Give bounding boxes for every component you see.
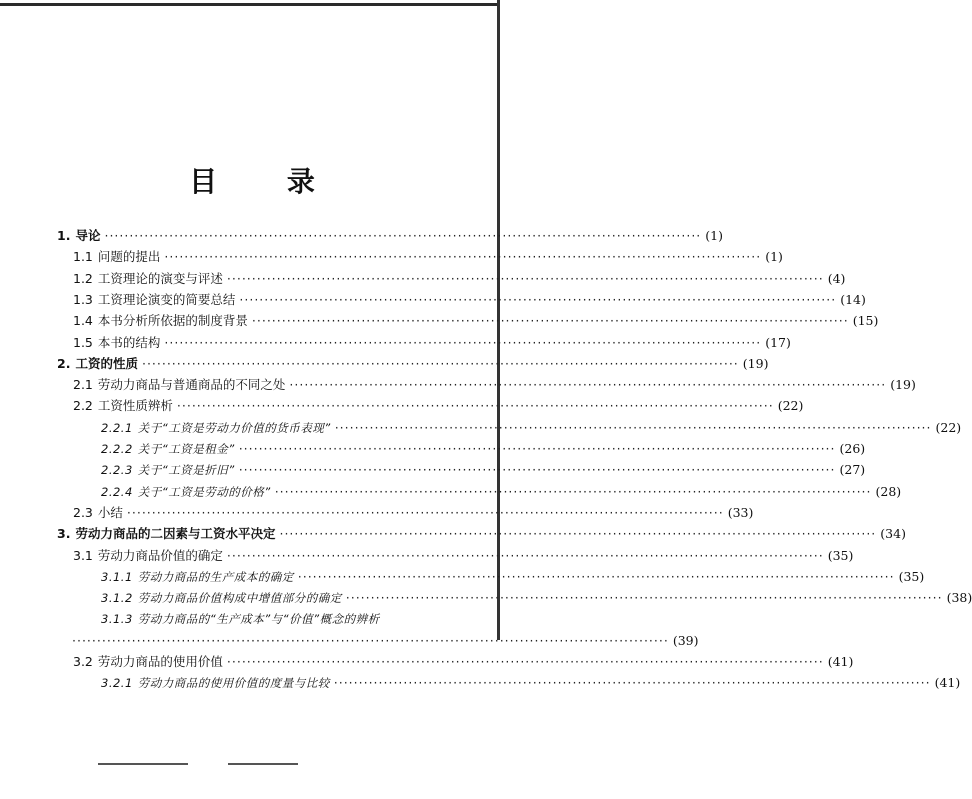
toc-entry-title — [57, 523, 275, 545]
toc-entry-text: 关于“工资是劳动力价值的货币表现” — [137, 420, 331, 435]
toc-entry-text: 劳动力商品的使用价值 — [97, 654, 223, 669]
toc-entry-number: 2.2.2 — [101, 442, 133, 456]
toc-leader-dots: ························································································································ — [333, 675, 931, 691]
toc-entry — [73, 268, 846, 290]
toc-leader-dots: ························································································································ — [238, 441, 836, 456]
toc-entry-page: (19) — [890, 377, 916, 393]
toc-entry-title — [73, 246, 160, 268]
toc-entry-page: (34) — [880, 526, 906, 542]
toc-entry-number: 2.3 — [73, 504, 93, 520]
toc-entry-text: 劳动力商品价值的确定 — [97, 547, 223, 563]
toc-entry-number: 1.2 — [73, 270, 93, 286]
toc-entry-text: 关于“工资是劳动的价格” — [137, 484, 271, 499]
toc-entry-text: 工资的性质 — [75, 355, 138, 371]
toc-entry-number: 1. — [57, 228, 71, 243]
toc-entry — [68, 630, 699, 652]
toc-leader-dots: ························································································································ — [164, 334, 762, 350]
toc-entry-page: (1) — [705, 228, 723, 243]
scan-artifact-line — [228, 763, 298, 765]
toc-entry-number: 3.1.2 — [101, 591, 133, 606]
toc-entry-page: (35) — [898, 568, 925, 584]
toc-leader-dots: ························································································································ — [279, 526, 877, 542]
toc-entry — [101, 587, 972, 609]
toc-entry-number: 3.1.1 — [101, 569, 133, 584]
toc-entry-number: 2.2 — [73, 398, 93, 414]
toc-entry-page: (28) — [875, 483, 902, 499]
toc-entry-page: (1) — [765, 249, 783, 265]
toc-leader-dots: ························································································································ — [141, 355, 739, 371]
toc-entry-number: 2. — [57, 355, 71, 371]
toc-entry-number: 3.2.1 — [101, 676, 133, 691]
toc-entry — [101, 417, 962, 439]
toc-entry-title — [101, 608, 380, 630]
toc-entry-number: 2.2.3 — [101, 463, 133, 478]
toc-entry-number: 1.4 — [73, 313, 93, 329]
toc-entry-title — [101, 459, 235, 481]
toc-entry — [73, 545, 854, 567]
toc-entry-title — [73, 502, 123, 524]
toc-entry-title — [73, 310, 248, 332]
toc-entry-page: (15) — [852, 313, 879, 329]
toc-entry-number: 3.1 — [73, 547, 93, 563]
toc-entry-title — [73, 289, 235, 311]
toc-leader-dots: ························································································································ — [238, 462, 836, 478]
toc-leader-dots: ························································································································ — [297, 568, 895, 584]
toc-entry-number: 2.2.4 — [101, 484, 133, 499]
toc-entry-page: (39) — [672, 632, 699, 648]
toc-entry-title — [73, 395, 173, 417]
toc-entry — [101, 481, 902, 503]
toc-entry-title — [73, 332, 160, 354]
toc-leader-dots: ························································································································ — [345, 590, 943, 606]
toc-entry-title — [73, 545, 223, 567]
toc-entry-page: (22) — [935, 419, 962, 435]
toc-entry-title — [101, 438, 235, 460]
toc-entry-page: (14) — [840, 291, 866, 307]
toc-entry — [73, 502, 754, 524]
toc-leader-dots: ························································································································ — [289, 377, 887, 393]
toc-entry-page: (41) — [934, 675, 961, 691]
toc-entry — [73, 310, 879, 332]
toc-entry — [57, 225, 723, 247]
toc-entry — [73, 332, 791, 354]
toc-leader-dots: ························································································································ — [126, 504, 724, 520]
toc-entry-number: 1.1 — [73, 249, 93, 265]
toc-entry-text: 劳动力商品的二因素与工资水平决定 — [75, 526, 276, 542]
toc-entry-page: (17) — [765, 334, 791, 350]
scan-artifact-line — [98, 763, 188, 765]
toc-entry-page: (35) — [827, 547, 854, 563]
toc-entry-page: (38) — [946, 590, 972, 606]
toc-entry-text: 小结 — [97, 504, 123, 520]
toc-leader-dots: ························································································································ — [72, 632, 669, 648]
page-title: 目 录 — [189, 165, 345, 198]
toc-entry — [73, 651, 854, 673]
toc-entry-title — [73, 374, 285, 396]
toc-entry-text: 关于“工资是折旧” — [137, 463, 235, 478]
toc-entry-text: 关于“工资是租金” — [137, 442, 235, 456]
toc-entry-text: 本书的结构 — [97, 334, 161, 350]
toc-leader-dots: ························································································································ — [274, 483, 872, 499]
toc-entry-text: 工资理论演变的简要总结 — [97, 291, 236, 307]
toc-entry-number: 2.1 — [73, 377, 93, 393]
toc-entry-text: 劳动力商品的使用价值的度量与比较 — [137, 676, 330, 691]
toc-entry-title — [57, 353, 138, 375]
toc-entry-title — [57, 225, 100, 247]
toc-entry-page: (27) — [839, 462, 866, 478]
toc-entry-text: 劳动力商品的“生产成本”与“价值”概念的辨析 — [137, 612, 380, 627]
toc-entry-text: 劳动力商品与普通商品的不同之处 — [97, 377, 286, 393]
toc-entry-number: 3.2 — [73, 654, 93, 669]
toc-leader-dots: ························································································································ — [334, 419, 932, 435]
toc-leader-dots: ························································································································ — [164, 249, 762, 265]
toc-entry-text: 导论 — [75, 228, 101, 243]
toc-entry — [57, 523, 906, 545]
toc-entry-page: (33) — [727, 504, 754, 520]
toc-entry-title — [73, 651, 223, 673]
toc-entry-text: 问题的提出 — [97, 249, 161, 265]
toc-entry — [73, 246, 783, 268]
toc-entry-title — [101, 417, 331, 439]
toc-entry-text: 本书分析所依据的制度背景 — [97, 313, 248, 329]
toc-entry-text: 劳动力商品的生产成本的确定 — [137, 569, 294, 584]
toc-entry — [101, 459, 866, 481]
toc-leader-dots: ························································································································ — [251, 313, 849, 329]
toc-entry-text: 工资理论的演变与评述 — [97, 270, 223, 286]
toc-entry-number: 3.1.3 — [101, 612, 133, 627]
toc-entry-text: 工资性质辨析 — [97, 398, 173, 414]
toc-entry-title — [101, 672, 330, 694]
toc-entry-number: 1.3 — [73, 291, 93, 307]
toc-entry-page: (41) — [827, 654, 854, 669]
toc-entry — [73, 374, 916, 396]
toc-entry — [57, 353, 769, 375]
toc-entry-number: 1.5 — [73, 334, 93, 350]
toc-entry-title — [101, 481, 271, 503]
toc-entry — [101, 608, 452, 630]
toc-entry — [73, 289, 866, 311]
toc-entry-page: (19) — [742, 355, 769, 371]
toc-entry-number: 3. — [57, 526, 71, 542]
toc-leader-dots: ························································································································ — [226, 547, 824, 563]
toc-leader-dots: ························································································································ — [104, 228, 702, 243]
toc-leader-dots: ························································································································ — [226, 270, 824, 286]
top-border-line — [0, 3, 497, 6]
toc-entry-title — [101, 587, 342, 609]
toc-entry-title — [101, 566, 294, 588]
toc-entry-page: (4) — [827, 270, 846, 286]
toc-entry-text: 劳动力商品价值构成中增值部分的确定 — [137, 591, 342, 606]
toc-leader-dots: ························································································································ — [176, 398, 774, 414]
toc-entry — [101, 438, 866, 460]
toc-leader-dots: ························································································································ — [226, 654, 824, 669]
toc-entry-number: 2.2.1 — [101, 420, 133, 435]
toc-entry-page: (22) — [777, 398, 804, 414]
toc-entry — [101, 566, 925, 588]
toc-entry-title — [73, 268, 223, 290]
toc-entry — [101, 672, 961, 694]
toc-entry — [73, 395, 804, 417]
toc-leader-dots: ························································································································ — [239, 291, 837, 307]
toc-entry-page: (26) — [839, 441, 866, 456]
